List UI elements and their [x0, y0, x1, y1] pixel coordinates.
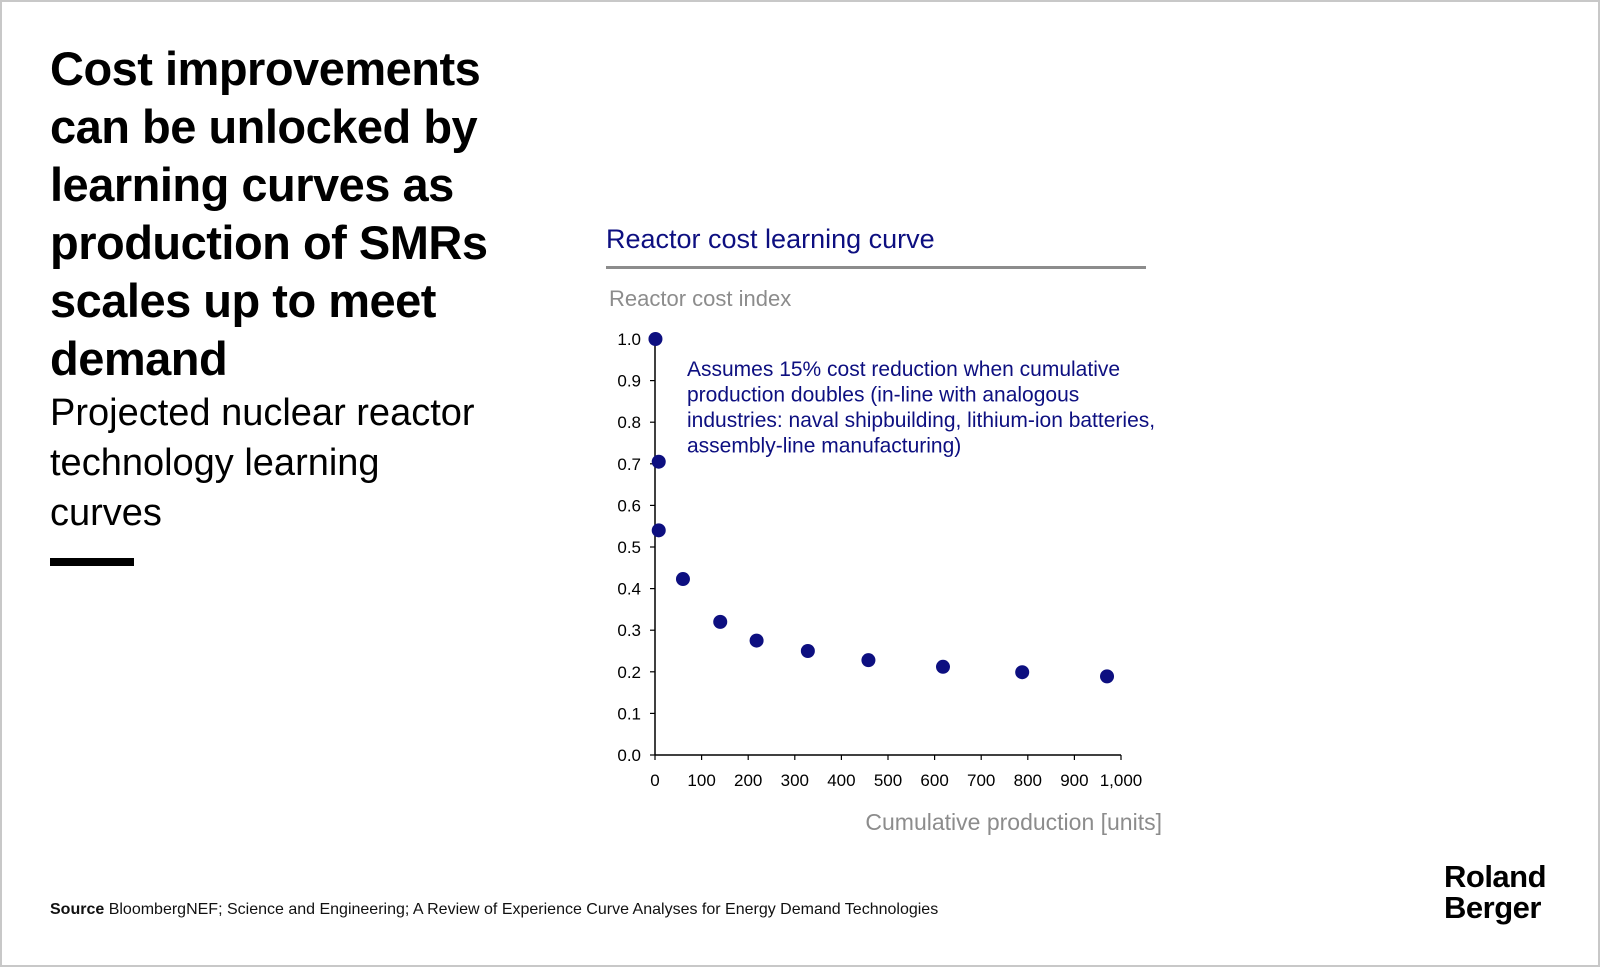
annotation-line: Assumes 15% cost reduction when cumulative — [687, 358, 1121, 381]
data-point — [1100, 669, 1114, 683]
x-tick-label: 500 — [873, 771, 903, 790]
x-tick-label: 400 — [827, 771, 856, 790]
slide-subheadline: Projected nuclear reactor technology learning curves — [50, 392, 475, 534]
y-tick-label: 1.0 — [617, 330, 641, 349]
data-point — [648, 332, 662, 346]
x-tick-label: 300 — [780, 771, 809, 790]
source-label: Source — [50, 901, 105, 918]
annotation-line: industries: naval shipbuilding, lithium-ion batteries, — [687, 409, 1156, 432]
data-point — [652, 523, 666, 537]
x-tick-label: 100 — [687, 771, 716, 790]
data-point — [750, 634, 764, 648]
y-tick-label: 0.6 — [617, 496, 641, 516]
y-tick-label: 0.0 — [617, 746, 641, 765]
source-note — [50, 901, 938, 919]
chart-annotation — [687, 358, 1155, 458]
y-tick-label: 0.3 — [617, 621, 641, 641]
y-tick-label: 0.7 — [617, 454, 641, 474]
y-tick-label: 0.1 — [617, 704, 641, 724]
x-tick-label: 700 — [967, 771, 996, 790]
data-point — [676, 572, 690, 586]
chart-title: Reactor cost learning curve — [606, 224, 935, 254]
x-axis-label: Cumulative production [units] — [865, 809, 1162, 835]
y-tick-label: 0.8 — [617, 413, 641, 433]
y-axis-label: Reactor cost index — [609, 286, 792, 311]
x-tick-label: 900 — [1060, 771, 1089, 790]
y-tick-label: 0.4 — [617, 579, 641, 599]
x-tick-label: 1,000 — [1099, 771, 1143, 790]
y-tick-label: 0.9 — [617, 371, 641, 391]
annotation-line: production doubles (in-line with analogous — [687, 383, 1080, 407]
data-point — [861, 653, 875, 667]
slide-headline: Cost improvements can be unlocked by learning curves as production of SMRs scales up to meet demand — [50, 42, 488, 385]
data-point — [936, 660, 950, 674]
logo-line-2: Berger — [1444, 890, 1541, 925]
data-point — [801, 644, 815, 658]
data-point — [713, 615, 727, 629]
data-point — [652, 455, 666, 469]
annotation-line: assembly-line manufacturing) — [687, 434, 962, 458]
x-tick-label: 600 — [920, 771, 949, 790]
x-tick-label: 800 — [1013, 771, 1042, 790]
y-tick-label: 0.5 — [617, 538, 641, 557]
x-tick-label: 0 — [650, 771, 660, 790]
roland-berger-logo — [1444, 861, 1546, 923]
source-text: BloombergNEF; Science and Engineering; A Review of Experience Curve Analyses for Energy Demand Technologies — [108, 901, 939, 918]
logo-line-1: Roland — [1444, 859, 1547, 894]
data-point — [1015, 665, 1029, 679]
x-tick-label: 200 — [734, 771, 763, 790]
y-tick-label: 0.2 — [617, 662, 641, 682]
